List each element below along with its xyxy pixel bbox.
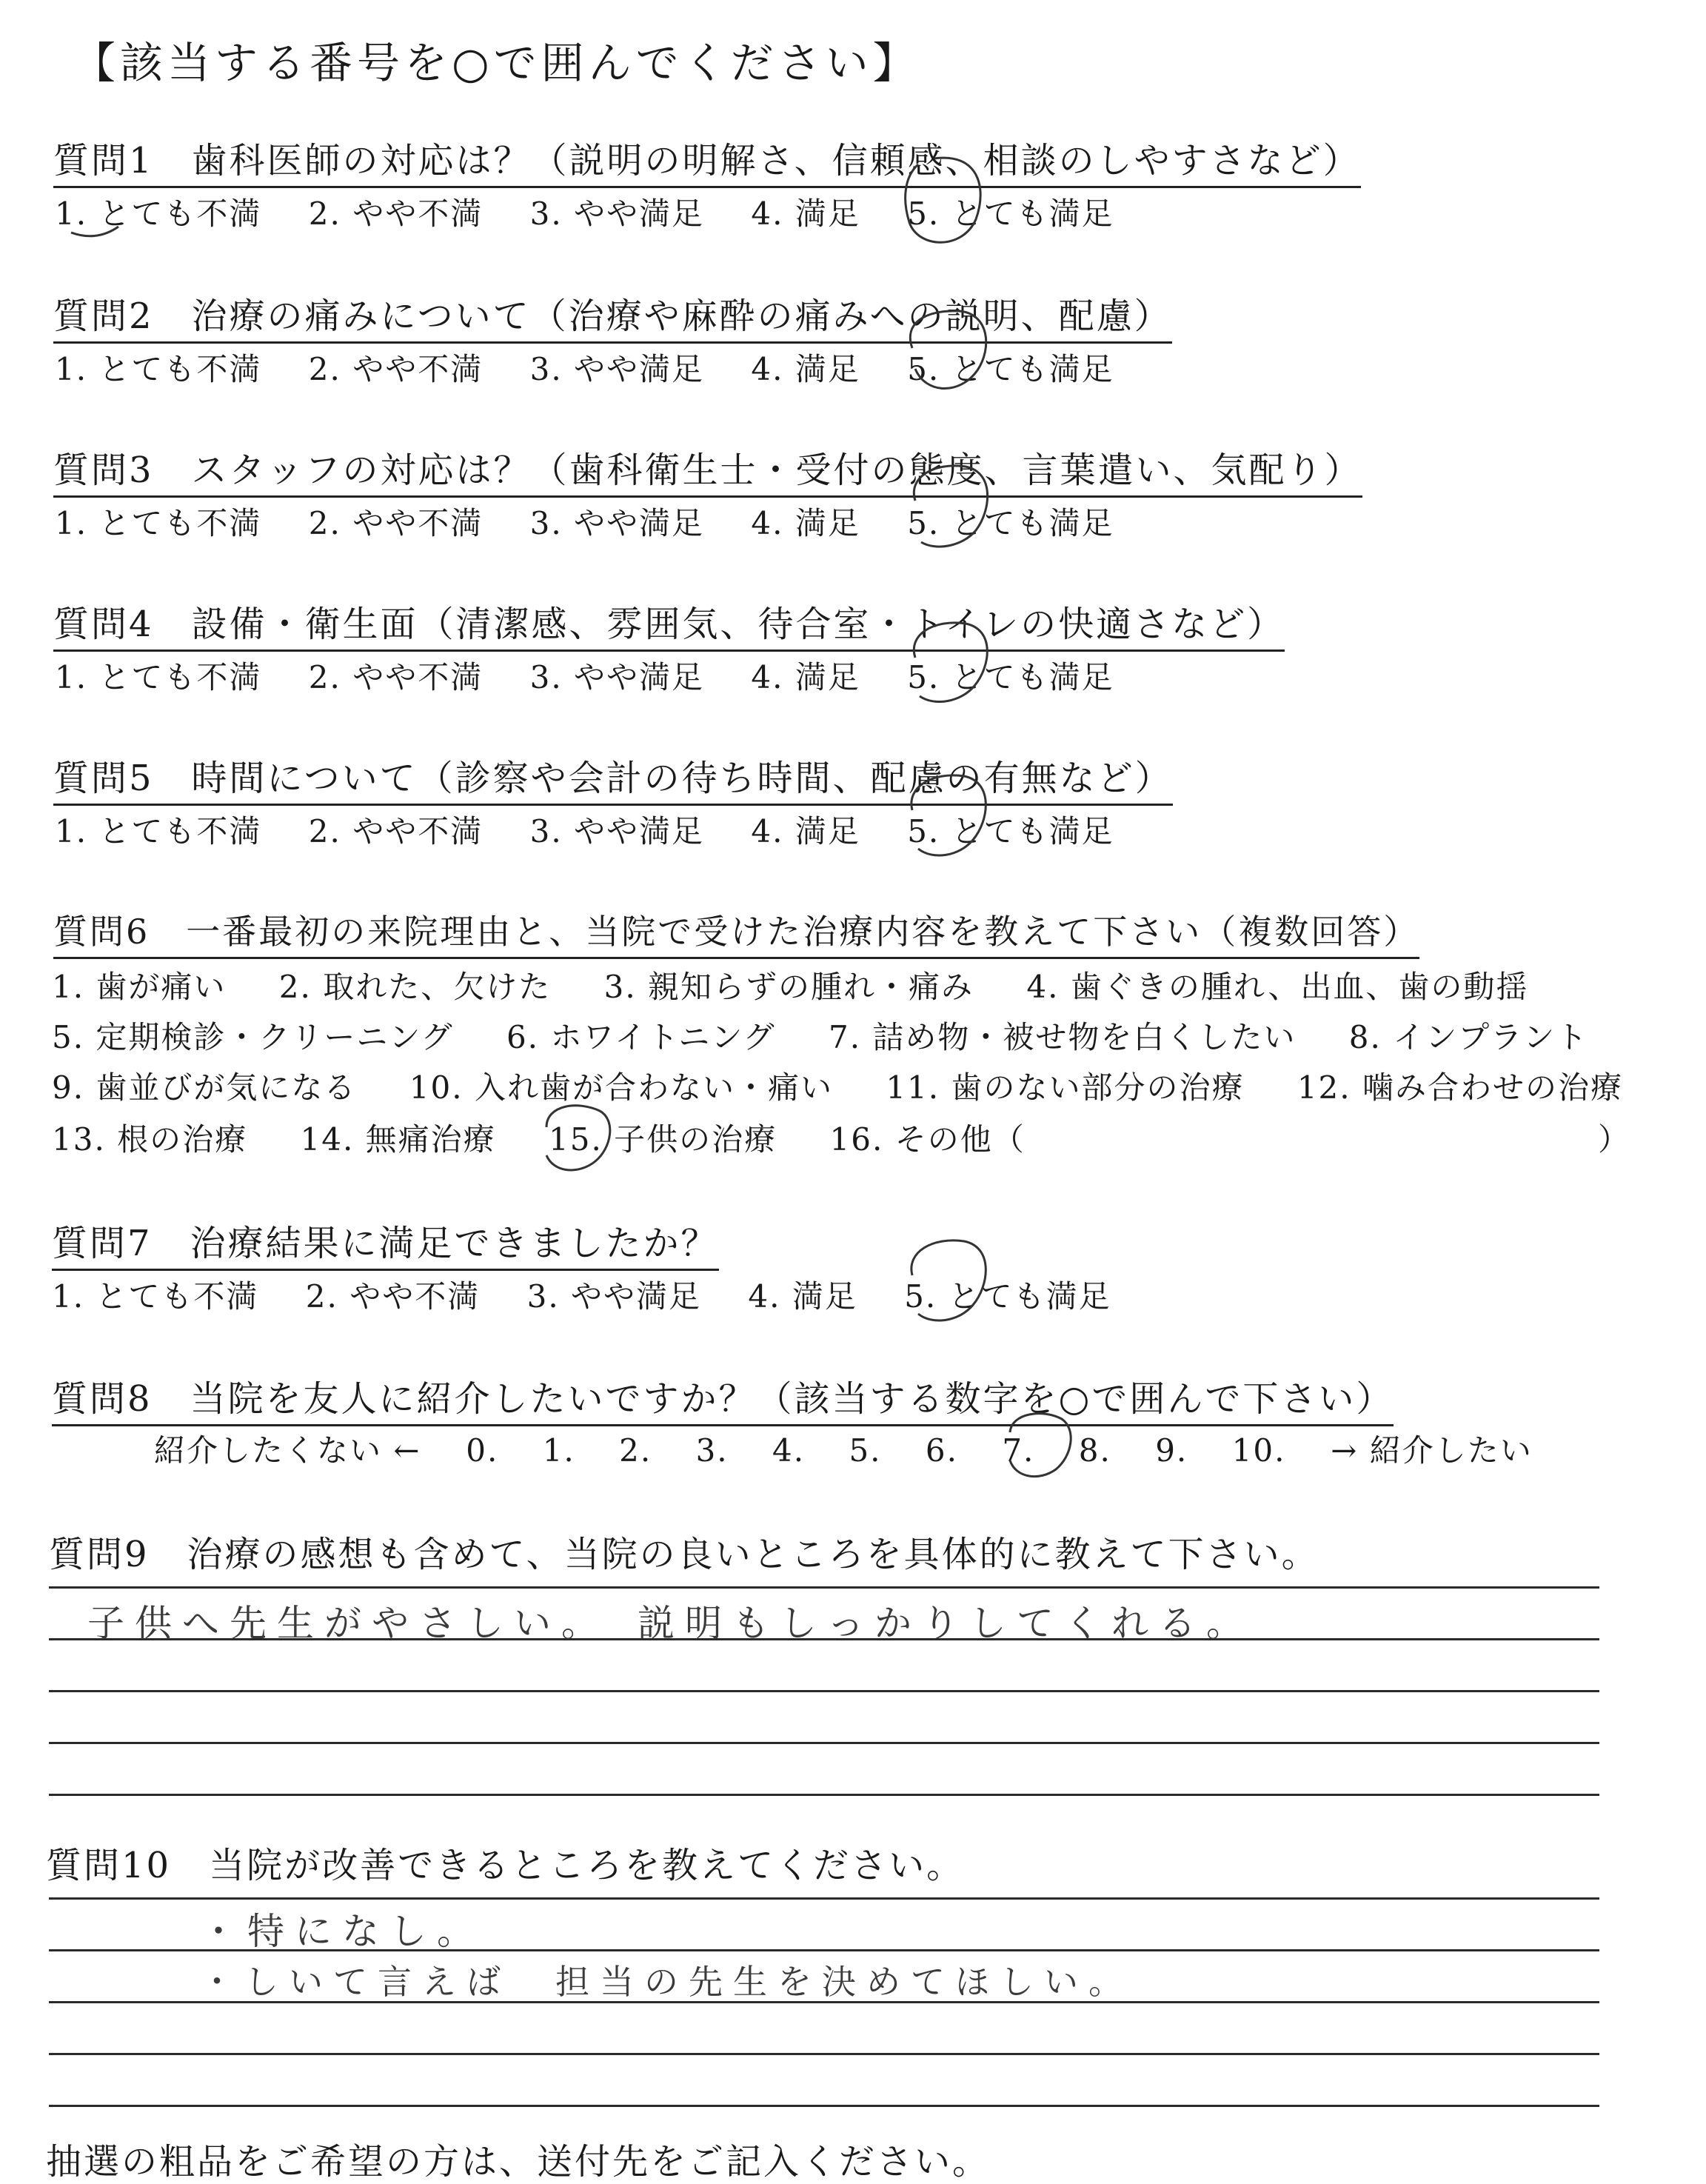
q9-line-1	[49, 1586, 1599, 1589]
q8-right-label: → 紹介したい	[1331, 1432, 1533, 1469]
q6-row-3	[52, 1063, 1623, 1108]
q2-options[interactable]	[55, 345, 1114, 390]
q3-option-5[interactable]: 5. とても満足	[907, 505, 1114, 541]
q6-option-12[interactable]: 12. 噛み合わせの治療	[1297, 1069, 1623, 1106]
q3-option-3[interactable]: 3. やや満足	[529, 505, 705, 541]
q5-option-5[interactable]: 5. とても満足	[907, 813, 1114, 849]
q6-row-4	[52, 1115, 1026, 1160]
q8-scale	[154, 1426, 1533, 1471]
q8-number-6[interactable]: 6.	[925, 1432, 958, 1469]
q5-option-4[interactable]: 4. 満足	[751, 813, 860, 849]
q8-number-5[interactable]: 5.	[849, 1432, 882, 1469]
q10-line-4	[49, 2053, 1599, 2055]
q1-title: 質問1 歯科医師の対応は？（説明の明解さ、信頼感、相談のしやすさなど）	[53, 132, 1361, 188]
q2-option-5[interactable]: 5. とても満足	[907, 351, 1114, 387]
q1-option-1[interactable]: 1. とても不満	[55, 196, 262, 232]
q5-option-2[interactable]: 2. やや不満	[308, 813, 484, 849]
q2-option-1[interactable]: 1. とても不満	[55, 351, 262, 387]
q4-option-4[interactable]: 4. 満足	[751, 659, 860, 695]
q9-answer[interactable]: 子供へ先生がやさしい。 説明もしっかりしてくれる。	[87, 1602, 1254, 1645]
q2-option-3[interactable]: 3. やや満足	[529, 351, 705, 387]
q5-title: 質問5 時間について（診察や会計の待ち時間、配慮の有無など）	[53, 749, 1173, 806]
q6-option-2[interactable]: 2. 取れた、欠けた	[278, 969, 552, 1005]
q2-option-2[interactable]: 2. やや不満	[308, 351, 484, 387]
q4-option-3[interactable]: 3. やや満足	[529, 659, 705, 695]
q6-other-close: ）	[1598, 1121, 1631, 1158]
q7-option-2[interactable]: 2. やや不満	[305, 1278, 481, 1315]
q1-option-5[interactable]: 5. とても満足	[907, 196, 1114, 232]
q5-options[interactable]	[55, 807, 1114, 852]
q1-option-3[interactable]: 3. やや満足	[529, 196, 705, 232]
q4-option-5[interactable]: 5. とても満足	[907, 659, 1114, 695]
q8-title: 質問8 当院を友人に紹介したいですか？（該当する数字を○で囲んで下さい）	[52, 1370, 1394, 1426]
q3-option-1[interactable]: 1. とても不満	[55, 505, 262, 541]
q6-option-7[interactable]: 7. 詰め物・被せ物を白くしたい	[828, 1019, 1297, 1055]
q8-number-1[interactable]: 1.	[542, 1432, 575, 1469]
q8-number-10[interactable]: 10.	[1231, 1432, 1286, 1469]
q6-option-5[interactable]: 5. 定期検診・クリーニング	[52, 1019, 454, 1055]
q8-number-0[interactable]: 0.	[466, 1432, 499, 1469]
q6-option-3[interactable]: 3. 親知らずの腫れ・痛み	[603, 969, 974, 1005]
q3-title: 質問3 スタッフの対応は？（歯科衛生士・受付の態度、言葉遣い、気配り）	[53, 441, 1362, 498]
q7-option-1[interactable]: 1. とても不満	[52, 1278, 259, 1315]
q7-title: 質問7 治療結果に満足できましたか？	[52, 1215, 719, 1271]
q8-number-2[interactable]: 2.	[619, 1432, 652, 1469]
q10-answer-1[interactable]: ・特になし。	[200, 1910, 484, 1953]
q6-option-4[interactable]: 4. 歯ぐきの腫れ、出血、歯の動揺	[1026, 969, 1529, 1005]
q4-title: 質問4 設備・衛生面（清潔感、雰囲気、待合室・トイレの快適さなど）	[53, 595, 1285, 652]
q6-option-11[interactable]: 11. 歯のない部分の治療	[886, 1069, 1245, 1106]
q8-number-9[interactable]: 9.	[1155, 1432, 1188, 1469]
q8-number-3[interactable]: 3.	[695, 1432, 729, 1469]
q4-option-2[interactable]: 2. やや不満	[308, 659, 484, 695]
q9-line-5	[49, 1794, 1599, 1796]
q6-title: 質問6 一番最初の来院理由と、当院で受けた治療内容を教えて下さい（複数回答）	[53, 905, 1419, 959]
q9-line-3	[49, 1690, 1599, 1692]
q6-option-14[interactable]: 14. 無痛治療	[300, 1121, 496, 1158]
q4-options[interactable]	[55, 653, 1114, 698]
q6-option-16[interactable]: 16. その他（	[829, 1121, 1026, 1158]
q8-number-7[interactable]: 7.	[1002, 1432, 1035, 1469]
q6-option-6[interactable]: 6. ホワイトニング	[506, 1019, 776, 1055]
q10-title: 質問10 当院が改善できるところを教えてください。	[46, 1845, 965, 1886]
footer-note: 抽選の粗品をご希望の方は、送付先をご記入ください。	[46, 2141, 991, 2183]
q6-option-10[interactable]: 10. 入れ歯が合わない・痛い	[409, 1069, 833, 1106]
q7-options[interactable]	[52, 1272, 1111, 1317]
q8-left-label: 紹介したくない ←	[154, 1432, 421, 1469]
q9-title: 質問9 治療の感想も含めて、当院の良いところを具体的に教えて下さい。	[49, 1534, 1319, 1575]
q3-option-4[interactable]: 4. 満足	[751, 505, 860, 541]
q6-row-2	[52, 1013, 1588, 1058]
q6-option-9[interactable]: 9. 歯並びが気になる	[52, 1069, 357, 1106]
q7-option-5[interactable]: 5. とても満足	[904, 1278, 1111, 1315]
q9-line-4	[49, 1742, 1599, 1744]
q5-option-1[interactable]: 1. とても不満	[55, 813, 262, 849]
q7-option-4[interactable]: 4. 満足	[748, 1278, 857, 1315]
q2-option-4[interactable]: 4. 満足	[751, 351, 860, 387]
q8-number-8[interactable]: 8.	[1078, 1432, 1111, 1469]
q6-option-13[interactable]: 13. 根の治療	[52, 1121, 248, 1158]
q3-options[interactable]	[55, 499, 1114, 544]
q10-answer-2[interactable]: ・しいて言えば 担当の先生を決めてほしい。	[200, 1962, 1133, 2002]
q8-number-4[interactable]: 4.	[772, 1432, 806, 1469]
q6-option-1[interactable]: 1. 歯が痛い	[52, 969, 227, 1005]
q6-row-1	[52, 963, 1528, 1007]
q10-line-1	[49, 1897, 1599, 1900]
q2-title: 質問2 治療の痛みについて（治療や麻酔の痛みへの説明、配慮）	[53, 287, 1172, 344]
q1-option-4[interactable]: 4. 満足	[751, 196, 860, 232]
q6-option-15[interactable]: 15. 子供の治療	[549, 1121, 777, 1158]
survey-heading: 【該当する番号を○で囲んでください】	[73, 38, 920, 88]
q1-options[interactable]	[55, 190, 1114, 234]
q5-option-3[interactable]: 3. やや満足	[529, 813, 705, 849]
q7-option-3[interactable]: 3. やや満足	[526, 1278, 702, 1315]
q10-line-5	[49, 2105, 1599, 2107]
q3-option-2[interactable]: 2. やや不満	[308, 505, 484, 541]
q1-option-2[interactable]: 2. やや不満	[308, 196, 484, 232]
q4-option-1[interactable]: 1. とても不満	[55, 659, 262, 695]
q6-option-8[interactable]: 8. インプラント	[1348, 1019, 1589, 1055]
